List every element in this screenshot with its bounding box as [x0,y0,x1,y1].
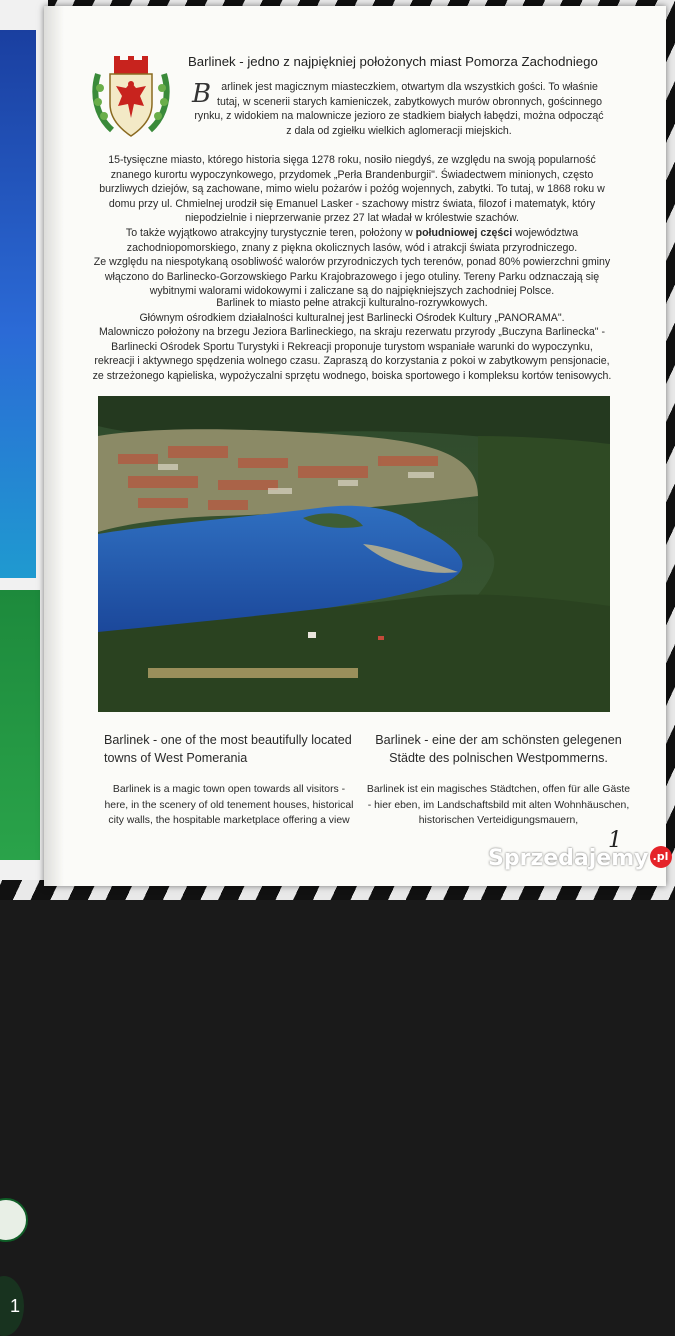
german-body: Barlinek ist ein magisches Städtchen, offen für alle Gäste - hier eben, im Landschaftsbild mit alten Wohnhäuschen, historischen Verteidigungsmauern, [366,784,631,826]
page-number: 1 [608,828,622,853]
drop-cap: B [192,79,212,109]
nature-paragraph: Ze względu na niespotykaną osobliwość walorów przyrodniczych tych terenów, ponad 80% powierzchni gminy włączono do Barlinecko-Gorzowskiego Parku Krajobrazowego i jego otuliny. Tereny Parku odznaczają się wybitnymi walorami widokowymi i zaliczane są do najpiękniejszych zachodniej Polsce. [93,256,611,298]
adjacent-brochure-green-panel [0,590,40,1316]
english-title: Barlinek - one of the most beautifully located towns of West Pomerania [104,733,352,765]
intro-paragraph [192,80,606,138]
culture-recreation: Malowniczo położony na brzegu Jeziora Barlineckiego, na skraju rezerwatu przyrody „Buczyna Barlinecka" - Barlinecki Ośrodek Sportu Turystyki i Rekreacji proponuje turystom wspaniałe warunki do wypoczynku, rekreacji i aktywnego spędzenia wolnego czasu. Zapraszą do korzystania z pokoi w zabytkowym pensjonacie, ze strzeżonego kąpieliska, wypożyczalni sprzętu wodnego, boiska sportowego i kompleksu kortów tenisowych. [92,326,612,382]
aerial-lake-photo [98,396,610,712]
page-binding-shadow [44,6,64,886]
barlinek-coat-of-arms-icon [90,54,172,140]
culture-center: Głównym ośrodkiem działalności kulturalnej jest Barlinecki Ośrodek Kultury „PANORAMA". [139,311,565,324]
history-paragraph: 15-tysięczne miasto, którego historia sięga 1278 roku, nosiło niegdyś, ze względu na swoją popularność znanego kurortu wypoczynkowego, przydomek „Perła Brandenburgii". Świadectwem minionych, często burzliwych dziejów, są zachowane, mimo wielu pożarów i pożóg wojennych, zabytki. To tutaj, w 1868 roku w domu przy ul. Chmielnej urodził się Emanuel Lasker - szachowy mistrz świata, filozof i matematyk, który niepodzielnie i nieprzerwanie przez 27 lat władał w królestwie szachów. [99,154,605,225]
culture-intro: Barlinek to miasto pełne atrakcji kulturalno-rozrywkowych. [216,297,488,309]
tourism-text-end: województwa zachodniopomorskiego, znany z piękna okolicznych lasów, wód i atrakcji świata przyrodniczego. [126,226,579,254]
adjacent-badge [0,1198,28,1242]
watermark-text: Sprzedajemy [488,846,649,871]
tourism-emphasis: południowej części [415,226,513,239]
tourism-text-start: To także wyjątkowo atrakcyjny turystycznie teren, położony w [125,226,416,239]
english-body: Barlinek is a magic town open towards all visitors -here, in the scenery of old tenement houses, historical city walls, the hospitable marketplace offering a view [104,784,354,826]
german-title: Barlinek - eine der am schönsten gelegenen Städte des polnischen Westpommerns. [375,733,622,765]
history-section [92,153,612,299]
watermark-badge: .pl [650,846,672,868]
intro-text: arlinek jest magicznym miasteczkiem, otwartym dla wszystkich gości. To właśnie tutaj, w scenerii starych kamieniczek, zabytkowych murów obronnych, gościnnego rynku, z widokiem na malownicze jezioro ze stadkiem białych łabędzi, można odpocząć z dala od zgiełku wielkich aglomeracji miejskich. [194,81,604,137]
watermark [488,846,672,871]
page-title: Barlinek - jedno z najpiękniej położonych miast Pomorza Zachodniego [188,54,598,69]
adjacent-brochure-blue-panel [0,30,36,578]
adjacent-badge-dark: 1 [0,1276,24,1336]
adjacent-brochure [0,0,48,1316]
culture-section [92,296,612,384]
tourism-paragraph [92,226,612,255]
